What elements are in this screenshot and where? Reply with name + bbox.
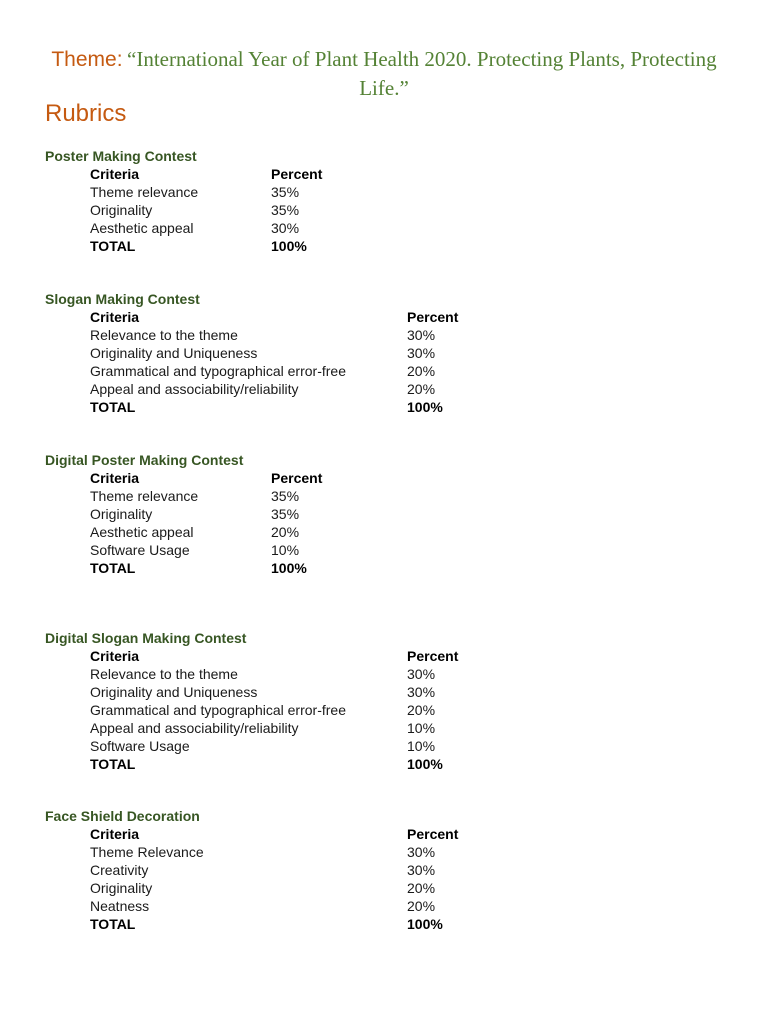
criteria-cell: Originality [90,880,153,896]
table-row [45,737,725,755]
table-row [45,380,725,398]
theme-statement [30,46,738,104]
table-row [45,701,725,719]
total-label: TOTAL [90,756,136,772]
criteria-cell: Theme relevance [90,488,199,504]
criteria-header: Criteria [90,648,140,664]
total-value: 100% [407,756,443,772]
criteria-cell: Relevance to the theme [90,327,238,343]
percent-cell: 35% [271,506,300,522]
criteria-cell: Originality [90,202,153,218]
table-row [45,861,725,879]
criteria-cell: Creativity [90,862,149,878]
criteria-header: Criteria [90,826,140,842]
percent-cell: 30% [407,862,436,878]
criteria-cell: Grammatical and typographical error-free [90,363,346,379]
percent-cell: 30% [407,844,436,860]
rubrics-heading: Rubrics [45,100,127,127]
section-face-shield-decoration [45,808,725,933]
criteria-cell: Originality [90,506,153,522]
table-row [45,879,725,897]
percent-header: Percent [271,166,323,182]
table-row [45,487,725,505]
criteria-cell: Software Usage [90,738,190,754]
percent-header: Percent [407,826,459,842]
criteria-cell: Appeal and associability/reliability [90,720,299,736]
criteria-cell: Aesthetic appeal [90,524,194,540]
section-digital-slogan-making [45,630,725,773]
table-row [45,505,725,523]
percent-cell: 30% [407,345,436,361]
criteria-cell: Theme Relevance [90,844,204,860]
total-value: 100% [271,560,307,576]
table-row [45,897,725,915]
table-row [45,344,725,362]
total-value: 100% [407,399,443,415]
table-header-row [45,647,725,665]
percent-header: Percent [407,309,459,325]
total-label: TOTAL [90,238,136,254]
theme-text: “International Year of Plant Health 2020. Protecting Plants, Protecting Life.” [127,47,717,100]
section-title: Poster Making Contest [45,148,197,164]
table-row [45,719,725,737]
percent-cell: 20% [407,702,436,718]
table-row [45,665,725,683]
criteria-cell: Grammatical and typographical error-free [90,702,346,718]
criteria-cell: Neatness [90,898,150,914]
table-header-row [45,469,725,487]
percent-cell: 35% [271,184,300,200]
total-label: TOTAL [90,399,136,415]
criteria-cell: Originality and Uniqueness [90,684,258,700]
criteria-cell: Aesthetic appeal [90,220,194,236]
total-label: TOTAL [90,916,136,932]
section-digital-poster-making [45,452,725,577]
percent-cell: 30% [407,327,436,343]
criteria-header: Criteria [90,309,140,325]
table-header-row [45,165,725,183]
percent-header: Percent [407,648,459,664]
theme-label: Theme: [51,48,123,71]
percent-cell: 20% [407,880,436,896]
table-row [45,523,725,541]
total-row [45,237,725,255]
section-title: Digital Poster Making Contest [45,452,244,468]
percent-cell: 10% [407,738,436,754]
percent-cell: 30% [271,220,300,236]
total-row [45,915,725,933]
percent-cell: 10% [271,542,300,558]
table-row [45,219,725,237]
percent-cell: 20% [407,363,436,379]
section-title: Face Shield Decoration [45,808,200,824]
table-row [45,683,725,701]
percent-cell: 30% [407,684,436,700]
percent-cell: 35% [271,488,300,504]
percent-cell: 20% [407,898,436,914]
criteria-cell: Relevance to the theme [90,666,238,682]
section-poster-making [45,148,725,255]
criteria-cell: Originality and Uniqueness [90,345,258,361]
total-row [45,398,725,416]
criteria-cell: Appeal and associability/reliability [90,381,299,397]
total-value: 100% [407,916,443,932]
table-row [45,183,725,201]
table-row [45,362,725,380]
table-row [45,201,725,219]
percent-cell: 10% [407,720,436,736]
table-row [45,326,725,344]
total-value: 100% [271,238,307,254]
percent-header: Percent [271,470,323,486]
total-row [45,559,725,577]
section-title: Digital Slogan Making Contest [45,630,247,646]
criteria-header: Criteria [90,470,140,486]
table-row [45,541,725,559]
section-slogan-making [45,291,725,416]
criteria-header: Criteria [90,166,140,182]
section-title: Slogan Making Contest [45,291,200,307]
percent-cell: 20% [271,524,300,540]
total-row [45,755,725,773]
table-header-row [45,825,725,843]
table-header-row [45,308,725,326]
table-row [45,843,725,861]
percent-cell: 20% [407,381,436,397]
criteria-cell: Theme relevance [90,184,199,200]
total-label: TOTAL [90,560,136,576]
criteria-cell: Software Usage [90,542,190,558]
percent-cell: 35% [271,202,300,218]
percent-cell: 30% [407,666,436,682]
